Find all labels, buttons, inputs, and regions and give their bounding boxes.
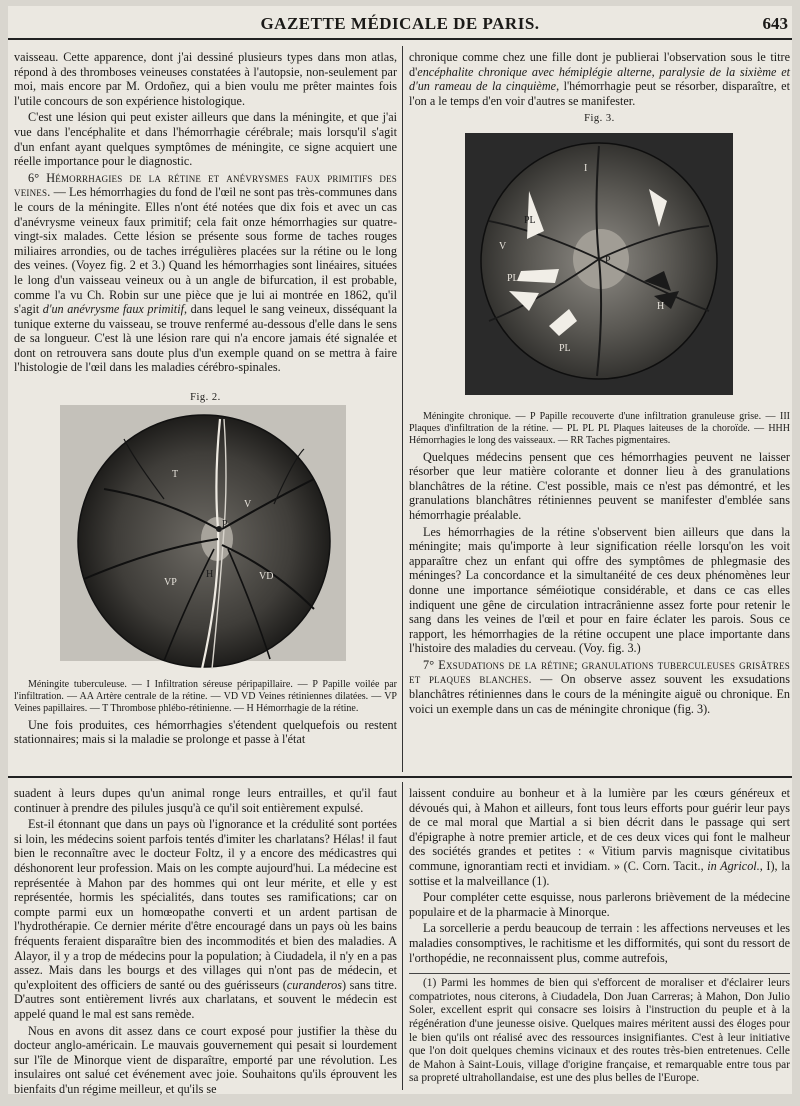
- paragraph-text: , I), la sottise et la malveillance (1).: [409, 858, 791, 888]
- paragraph-text: ) sans titre. D'autres sont entièrement livrés aux charlatans, et souvent le médecin est appelé quand le mal est sans remède.: [14, 977, 397, 1021]
- paragraph: Les hémorrhagies de la rétine s'observent bien ailleurs que dans la méningite; mais qu'importe à leur signification réelle lorsqu'on les voit apparaître chez un enfant qui offre des symptômes de phlegmasie des méninges? La concordance et la simultanéité de ces deux phénomènes leur donne une importance séméiotique considérable, et dans ce cas elles indiquent une gêne de circulation intracrânienne assez forte pour retenir le sang dans les veines de l'œil et pour en faire éclater les parois. Sous ce rapport, les hémorrhagies de la rétine occupent une place importante dans l'histoire des maladies du cerveau. (Voy. fig. 3.): [409, 524, 790, 656]
- section-heading: 6° Hémorrhagies de la rétine et anévrysmes faux primitifs des veines.: [14, 170, 397, 200]
- figure-3: [409, 131, 790, 409]
- figure-2-caption: Méningite tuberculeuse. — I Infiltration séreuse péripapillaire. — P Papille voilée par l'infiltration. — AA Artère centrale de la rétine. — VD VD Veines rétiniennes dilatées. — VP Veines papillaires. — T Thrombose phlébo-rétinienne. — H Hémorrhagie de la rétine.: [14, 679, 397, 715]
- journal-title: GAZETTE MÉDICALE DE PARIS.: [260, 14, 540, 33]
- footnote: (1) Parmi les hommes de bien qui s'efforcent de moraliser et d'éclairer leurs compatriotes, nous citerons, à Ciudadela, Don Juan Carreras; à Mahon, Don Julio Soler, excellent esprit qui consacre ses loisirs à l'instruction du peuple et à la régénération d'une jeunesse oisive. Quelques maires méritent aussi des éloges pour le bien qu'ils ont réalisé avec des ressources insignifiantes. C'est à leur initiative que l'on doit quelques chemins vicinaux et des routes très-bien entretenues. Celle de Mahon à Saint-Louis, village d'origine française, et remarquable entre tous par sa propreté ultrahollandaise, est une des plus belles de l'Europe.: [409, 977, 790, 1085]
- paragraph-text: , l'hémorrhagie peut se résorber, disparaître, et l'on a le temps d'en voir d'autres se manifester.: [409, 79, 790, 108]
- right-column-bottom: [409, 786, 790, 1088]
- figure-2: [14, 379, 397, 677]
- paragraph: vaisseau. Cette apparence, dont j'ai dessiné plusieurs types dans mon atlas, répond à des thromboses veineuses constatées à l'autopsie, non-seulement par moi, mais encore par M. Ordoñez, qui a bien voulu me prêter maintes fois l'utile concours de son expérience histologique.: [14, 50, 397, 108]
- figure-label: VP: [164, 577, 177, 589]
- paragraph: [14, 817, 397, 1021]
- paragraph: La sorcellerie a perdu beaucoup de terrain : les affections nerveuses et les maladies consomptives, le rachitisme et les difformités, qui sont du ressort de l'orthopédie, ne reconnaissent plus, comme autrefois,: [409, 921, 790, 965]
- figure-label: VD: [259, 571, 274, 583]
- paragraph: Pour compléter cette esquisse, nous parlerons brièvement de la médecine populaire et de la pharmacie à Minorque.: [409, 890, 790, 919]
- figure-label: PL: [507, 272, 519, 284]
- left-column-top: [14, 50, 397, 749]
- paragraph: Une fois produites, ces hémorrhagies s'étendent quelquefois ou restent stationnaires; mais si la maladie se prolonge et passe à l'état: [14, 717, 397, 747]
- figure-label: V: [499, 240, 507, 252]
- section-heading: 7° Exsudations de la rétine; granulations tuberculeuses grisâtres et plaques blanches.: [409, 657, 790, 687]
- right-column-top: [409, 50, 790, 718]
- italic-text: curanderos: [286, 977, 342, 992]
- paragraph: Nous en avons dit assez dans ce court exposé pour justifier la thèse du docteur anglo-américain. Le mauvais gouvernement qui pesait si lourdement sur l'île de Minorque vient de disparaître, emporté par une révolution. Les insulaires ont salué cet événement avec joie. Souhaitons qu'ils éprouvent les bienfaits d'un régime meilleur, et qu'ils se: [14, 1023, 397, 1096]
- paragraph-text: — On observe assez souvent les exsudations blanchâtres rétiniennes dans le cours de la méningite aiguë ou chronique. En voici un exemple dans un cas de méningite chronique (fig. 3).: [409, 672, 790, 716]
- section-6-paragraph: [14, 171, 397, 375]
- paragraph-text: chronique comme chez une fille dont je publierai l'observation sous le titre d': [409, 50, 790, 79]
- section-divider: [8, 776, 792, 778]
- fundus-illustration-fig2: [14, 379, 397, 677]
- figure-label: H: [206, 569, 214, 581]
- paragraph-text: laissent conduire au bonheur et à la lumière par les cœurs généreux et dévoués qui, à Mahon et ailleurs, font tous leurs efforts pour guérir leur pays de ce mal moral que Martial a si bien décrit dans le passage qui sert d'épigraphe à notre premier article, et de ces deux vices qui font le malheur des sociétés grandes et petites : « Vitium parvis magnisque civitatibus commune, ignorantiam recti et invidiam. » (C. Corn. Tacit.,: [409, 786, 790, 873]
- figure-label: H: [657, 300, 665, 312]
- paragraph-text: , dans lequel le sang veineux, disséquant la tunique externe du vaisseau, se trouve renfermé au-dessous d'elle dans le sens de sa longueur. C'est là une lésion rare qui n'a encore jamais été signalée et dont on retrouvera sans doute plus d'un exemple quand on se mettra à faire l'histologie de l'œil dans les maladies cérébro-spinales.: [14, 302, 397, 375]
- column-divider-bottom: [402, 782, 403, 1090]
- italic-text: d'un anévrysme faux primitif: [42, 302, 184, 317]
- figure-3-label: Fig. 3.: [584, 113, 615, 125]
- figure-label: V: [244, 499, 252, 511]
- page-number: 643: [762, 14, 788, 33]
- paragraph: Quelques médecins pensent que ces hémorrhagies peuvent ne laisser résorber que leur matière colorante et donner lieu à des granulations blanchâtres de la rétine. C'est possible, mais ce n'est pas démontré, et les granulations blanchâtres rétiniennes peuvent se manifester d'emblée sans hémorrhagie préalable.: [409, 449, 790, 522]
- section-7-paragraph: [409, 658, 790, 716]
- paragraph-text: Est-il étonnant que dans un pays où l'ignorance et la crédulité sont portées si loin, les médecins soient parfois tentés d'imiter les charlatans? Hélas! il faut bien le reconnaître avec le docteur Foltz, il y a encore des médicastres qui déshonorent leur profession. Mais on les compte aujourd'hui. La médecine est représentée à Mahon par des hommes qui ont leur mérite, et elle y est représentée, hormis les spécialités, dans toutes ses ramifications; car on compte parmi eux un homœopathe converti et un ardent partisan de l'hydrothérapie. Ce dernier mérite d'être encouragé dans un pays où les bains fréquents feraient disparaître bien des incommodités et bien des maladies. A Alayor, il y a trop de médecins pour la population; à Ciudadela, il n'y en a pas assez. Mais dans les bourgs et des villages qui n'ont pas de médecin, et qu'exploitent des officiers de santé ou des guérisseurs (: [14, 817, 397, 992]
- footnote-divider: [409, 973, 790, 974]
- italic-text: in Agricol.: [707, 858, 760, 873]
- figure-label: PL: [524, 214, 536, 226]
- fundus-illustration-fig3: [409, 131, 790, 409]
- italic-text: encéphalite chronique avec hémiplégie alterne, paralysie de la sixième et d'un rameau de la cinquième: [409, 64, 790, 94]
- figure-3-caption: Méningite chronique. — P Papille recouverte d'une infiltration granuleuse grise. — III Plaques d'infiltration de la rétine. — PL PL PL Plaques laiteuses de la choroïde. — HHH Hémorrhagies le long des vaisseaux. — RR Taches pigmentaires.: [409, 410, 790, 447]
- paragraph: C'est une lésion qui peut exister ailleurs que dans la méningite, et que j'ai vue dans l'encéphalite et dans l'hémorrhagie cérébrale; mais lorsqu'il s'agit d'un enfant ayant quelques symptômes de méningite, ce signe acquiert une réelle importance pour le diagnostic.: [14, 110, 397, 169]
- page-header: [8, 12, 792, 40]
- left-column-bottom: [14, 786, 397, 1098]
- paragraph-text: — Les hémorrhagies du fond de l'œil ne sont pas très-communes dans le cours de la méningite. Elles n'ont été notées que dix fois et avec un cas d'anévrysme veineux faux primitif; cela fait onze hémorrhagies sur quatre-vingt-six malades. Cette lésion se présente sous forme de taches rouges miliaires arrondies, ou de taches irrégulières placées sur la rétine ou le long des veines. (Voyez fig. 2 et 3.) Quand les hémorrhagies sont linéaires, situées le long d'un vaisseau veineux ou à un angle de bifurcation, il est probable, comme l'a vu Ch. Robin sur une pièce que je lui ai montrée en 1862, qu'il s'agit: [14, 185, 397, 317]
- column-divider-top: [402, 46, 403, 772]
- figure-label: P: [222, 519, 228, 531]
- figure-label: P: [605, 254, 611, 266]
- figure-label: I: [584, 162, 588, 174]
- figure-2-label: Fig. 2.: [190, 392, 221, 404]
- newspaper-page: [8, 6, 792, 1094]
- figure-label: PL: [559, 342, 571, 354]
- paragraph: [409, 786, 790, 888]
- paragraph: [409, 50, 790, 108]
- paragraph: suadent à leurs dupes qu'un animal ronge leurs entrailles, et qu'il faut continuer à prendre des pilules jusqu'à ce qu'il soit entièrement expulsé.: [14, 786, 397, 815]
- figure-label: T: [172, 469, 179, 481]
